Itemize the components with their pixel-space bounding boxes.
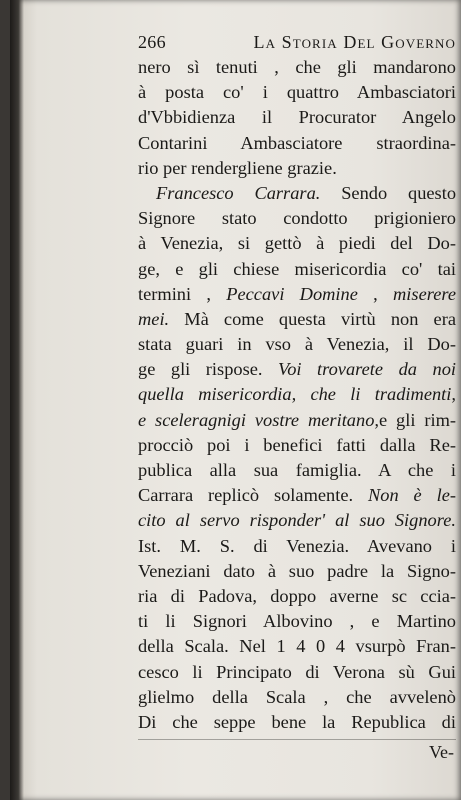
italic-phrase: e sceleragnigi vostre meritano, [138, 409, 379, 430]
text-line: Contarini Ambasciatore straordina- [138, 132, 456, 153]
text-line: cesco li Principato di Verona sù Gui [138, 661, 456, 682]
italic-phrase: miserere [393, 283, 456, 304]
text-line: procciò poi i benefici fatti dalla Re- [138, 434, 456, 455]
text-line: ti li Signori Albovino , e Martino [138, 611, 456, 632]
text-span: Mà come questa virtù non era [169, 308, 456, 329]
text-line: Ist. M. S. di Venezia. Avevano i [138, 535, 456, 556]
text-span: , [357, 283, 394, 304]
text-line [138, 181, 456, 206]
italic-phrase: Non è le- [368, 485, 456, 506]
text-span: termini , [138, 283, 227, 304]
text-line: ria di Padova, doppo averne sc ccia- [138, 585, 456, 606]
text-line: Signore stato condotto prigioniero [138, 208, 456, 229]
text-line [138, 282, 456, 307]
italic-lead: Francesco Carrara. [156, 182, 321, 203]
text-line [138, 508, 456, 533]
text-line [138, 382, 456, 407]
text-line [138, 357, 456, 382]
text-line [138, 307, 456, 332]
text-line: publica alla sua famiglia. A che i [138, 460, 456, 480]
text-line [138, 483, 456, 508]
text-line: stata guari in vso à Venezia, il Do- [138, 334, 456, 355]
text-line: Di che seppe bene la Republica di [138, 711, 456, 732]
text-line: d'Vbbidienza il Procurator Angelo [138, 107, 456, 128]
text-line: Veneziani dato à suo padre la Signo- [138, 560, 456, 581]
text-span: e gli rim- [379, 409, 457, 430]
page-number: 266 [138, 32, 166, 52]
italic-phrase: Peccavi Domine [226, 283, 358, 304]
text-line: della Scala. Nel 1 4 0 4 vsurpò Fran- [138, 636, 456, 657]
text-line [138, 408, 456, 433]
text-line: nero sì tenuti , che gli mandarono [138, 57, 456, 77]
italic-phrase: Voi trovarete da noi [278, 359, 456, 380]
catchword: Ve- [429, 742, 454, 763]
running-title: La Storia Del Governo [253, 32, 456, 52]
text-span: Sendo questo [320, 182, 457, 203]
binding-gutter [10, 0, 24, 800]
text-block [138, 30, 456, 765]
italic-phrase: mei. [138, 308, 170, 329]
running-head [138, 30, 456, 55]
text-span: ge gli rispose. [138, 359, 279, 380]
italic-phrase: cito al servo risponder' al suo Signore. [138, 510, 456, 531]
text-line: glielmo della Scala , che avvelenò [138, 686, 456, 707]
text-line: à posta co' i quattro Ambasciatori [138, 82, 456, 103]
book-page [10, 0, 461, 800]
italic-phrase: quella misericordia, che li tradimenti, [138, 384, 456, 405]
catchword-row [138, 739, 456, 765]
text-span: Carrara replicò solamente. [138, 485, 368, 506]
text-line: à Venezia, si gettò à piedi del Do- [138, 233, 456, 254]
text-line: ge, e gli chiese misericordia co' tai [138, 258, 456, 279]
text-line: rio per rendergliene grazie. [138, 157, 337, 178]
